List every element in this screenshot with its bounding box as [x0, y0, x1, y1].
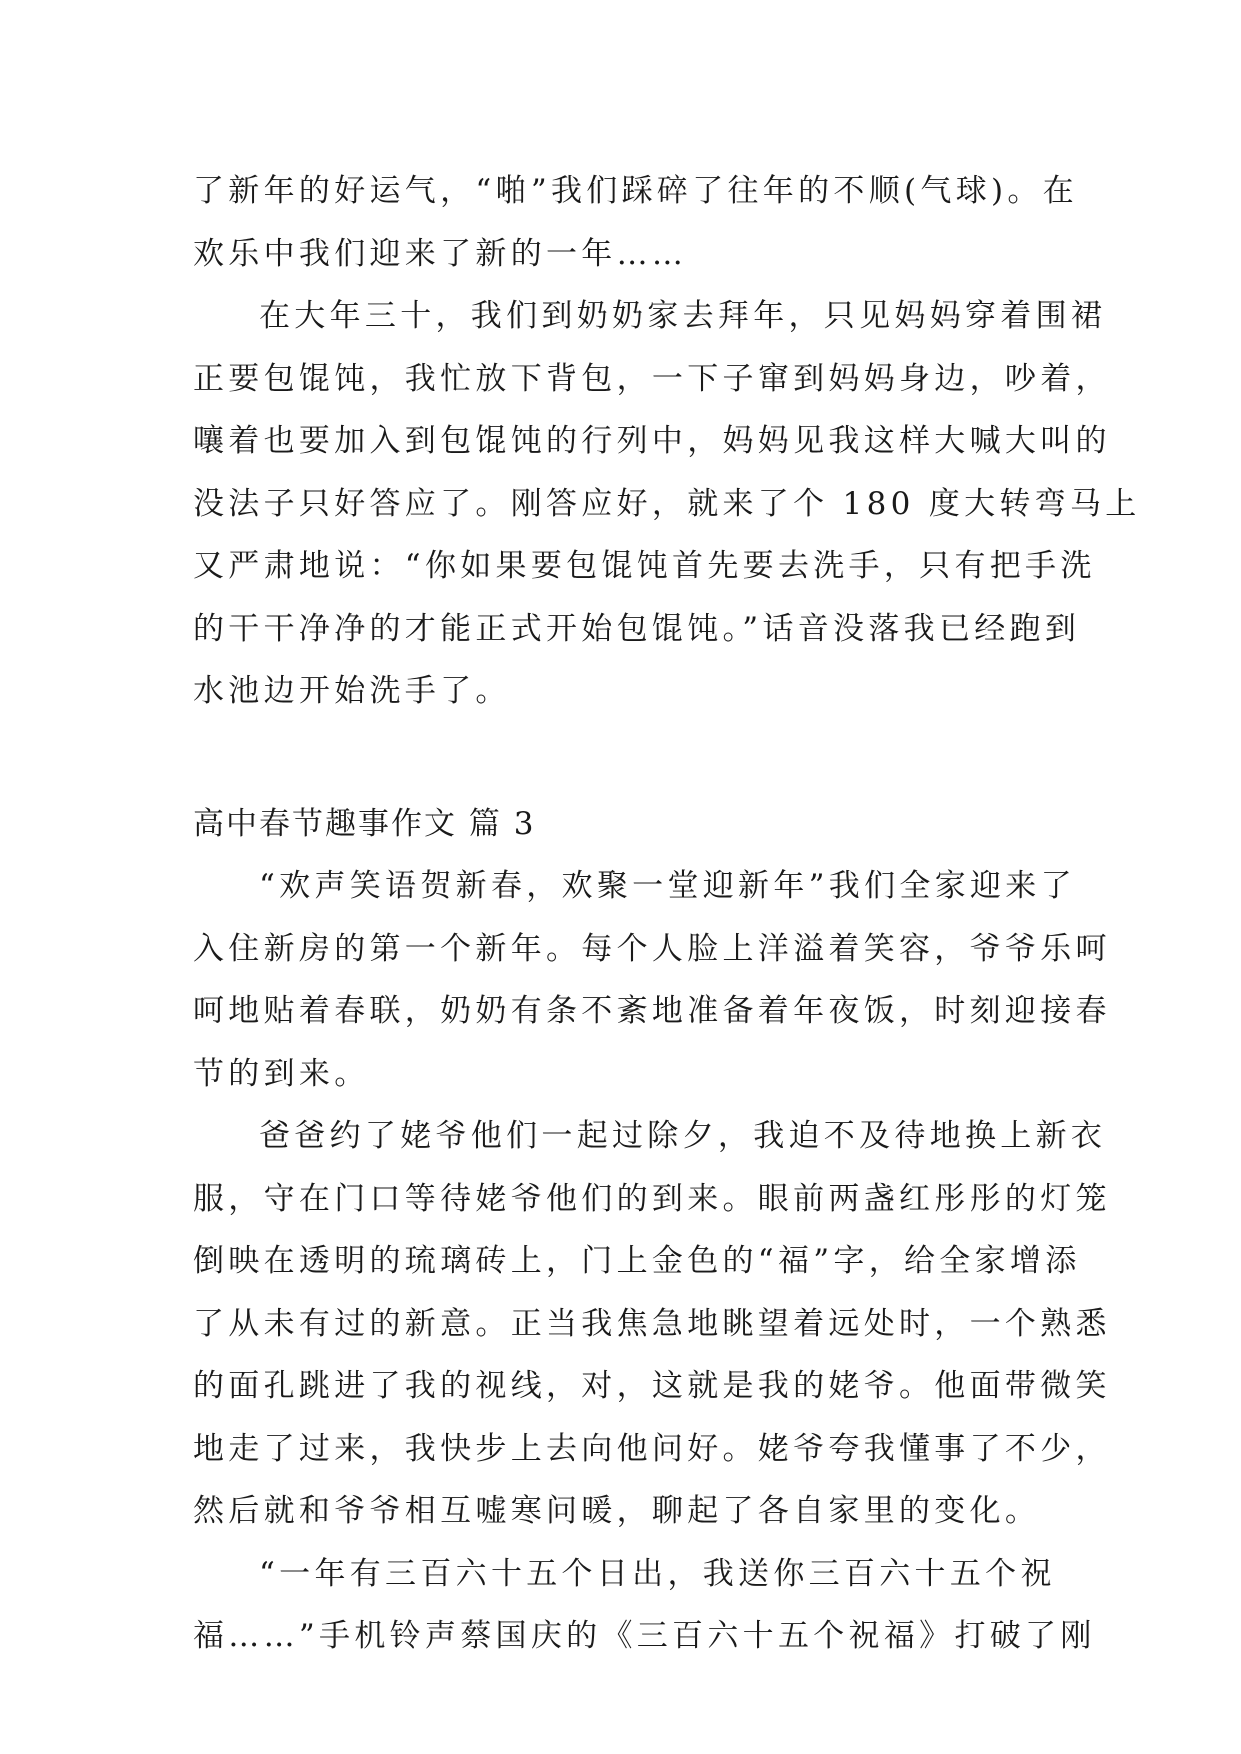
document-body — [193, 160, 1141, 1668]
text-line: 地走了过来，我快步上去向他问好。姥爷夸我懂事了不少， — [193, 1430, 1111, 1467]
text-line: 又严肃地说：“你如果要包馄饨首先要去洗手，只有把手洗 — [193, 548, 1096, 584]
text-line: 的干干净净的才能正式开始包馄饨。”话音没落我已经跑到 — [193, 610, 1081, 647]
text-line: 欢乐中我们迎来了新的一年…… — [193, 235, 688, 272]
text-line: “欢声笑语贺新春，欢聚一堂迎新年”我们全家迎来了 — [259, 868, 1076, 904]
paragraph-grandpa-visit — [193, 1105, 1111, 1543]
paragraph-continuation — [193, 160, 1078, 285]
text-line: 然后就和爷爷相互嘘寒问暖，聊起了各自家里的变化。 — [193, 1493, 1041, 1529]
text-line: 服，守在门口等待姥爷他们的到来。眼前两盏红彤彤的灯笼 — [193, 1180, 1111, 1217]
text-line: 福……”手机铃声蔡国庆的《三百六十五个祝福》打破了刚 — [193, 1618, 1096, 1654]
text-line: 正要包馄饨，我忙放下背包，一下子窜到妈妈身边，吵着， — [193, 360, 1111, 397]
text-line: 爸爸约了姥爷他们一起过除夕，我迫不及待地换上新衣 — [259, 1118, 1107, 1154]
text-line: 的面孔跳进了我的视线，对，这就是我的姥爷。他面带微笑 — [193, 1368, 1111, 1404]
paragraph-new-year-eve — [193, 285, 1141, 723]
text-line: 水池边开始洗手了。 — [193, 673, 511, 709]
paragraph-ringtone — [193, 1543, 1096, 1668]
text-line: 节的到来。 — [193, 1055, 370, 1092]
text-line: 没法子只好答应了。刚答应好，就来了个 180 度大转弯马上 — [193, 485, 1141, 522]
paragraph-new-home — [193, 855, 1111, 1105]
section-heading: 高中春节趣事作文 篇 3 — [193, 805, 536, 842]
section-spacer — [193, 723, 1063, 793]
text-line: 了从未有过的新意。正当我焦急地眺望着远处时，一个熟悉 — [193, 1305, 1111, 1342]
text-line: 入住新房的第一个新年。每个人脸上洋溢着笑容，爷爷乐呵 — [193, 930, 1111, 967]
text-line: 嚷着也要加入到包馄饨的行列中，妈妈见我这样大喊大叫的 — [193, 423, 1111, 459]
text-line: 在大年三十，我们到奶奶家去拜年，只见妈妈穿着围裙 — [259, 298, 1107, 334]
text-line: “一年有三百六十五个日出，我送你三百六十五个祝 — [259, 1555, 1056, 1592]
text-line: 了新年的好运气，“啪”我们踩碎了往年的不顺(气球)。在 — [193, 173, 1078, 209]
text-line: 倒映在透明的琉璃砖上，门上金色的“福”字，给全家增添 — [193, 1243, 1081, 1279]
text-line: 呵地贴着春联，奶奶有条不紊地准备着年夜饭，时刻迎接春 — [193, 993, 1111, 1029]
